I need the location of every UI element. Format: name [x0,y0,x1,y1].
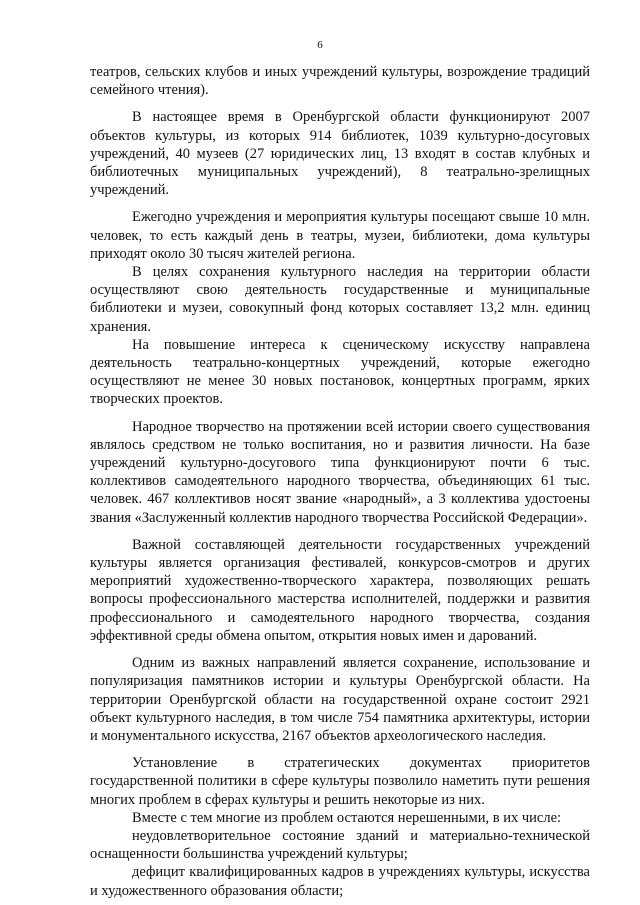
paragraph-visitors: Ежегодно учреждения и мероприятия культуры посещают свыше 10 млн. человек, то есть каждый день в театры, музеи, библиотеки, дома культуры приходят около 30 тысяч жителей региона. [90,209,590,262]
paragraph-theatre: На повышение интереса к сценическому искусству направлена деятельность театрально-концертных учреждений, которые ежегодно осуществляют не менее 30 новых постановок, концертных программ, ярких творческих проектов. [90,336,590,408]
document-body [90,63,590,900]
list-item-staff-shortage: дефицит квалифицированных кадров в учреждениях культуры, искусства и художественного образования области; [90,864,590,899]
paragraph-problems-intro: Вместе с тем многие из проблем остаются нерешенными, в их числе: [132,809,562,826]
paragraph-heritage: Одним из важных направлений является сохранение, использование и популяризация памятников истории и культуры Оренбургской области. На территории Оренбургской области на государственной охране состоит 2921 объект культурного наследия, в том числе 754 памятника архитектуры, истории и монументального искусства, 2167 объектов археологического наследия. [90,655,590,744]
paragraph-strategic-priorities: Установление в стратегических документах приоритетов государственной политики в сфере культуры позволило наметить пути решения многих проблем в сферах культуры и решить некоторые из них. [90,755,590,808]
page-number: 6 [317,39,323,51]
paragraph-folk-art: Народное творчество на протяжении всей истории своего существования являлось средством не только воспитания, но и развития личности. На базе учреждений культурно-досугового типа функционируют почти 6 тыс. коллективов самодеятельного народного творчества, объединяющих 61 тыс. человек. 467 коллективов носят звание «народный», а 3 коллектива удостоены звания «Заслуженный коллектив народного творчества Российской Федерации». [90,418,590,526]
paragraph-continuation: театров, сельских клубов и иных учреждений культуры, возрождение традиций семейного чтения). [90,64,590,99]
paragraph-festivals: Важной составляющей деятельности государственных учреждений культуры является организация фестивалей, конкурсов-смотров и других мероприятий художественно-творческого характера, позволяющих решать вопросы профессионального мастерства исполнителей, поддержки и развития профессионального и самодеятельного народного творчества, создания эффективной среды обмена опытом, открытия новых имен и дарований. [90,536,590,644]
list-item-buildings: неудовлетворительное состояние зданий и материально-технической оснащенности большинства учреждений культуры; [90,827,590,863]
paragraph-libraries-museums: В целях сохранения культурного наследия на территории области осуществляют свою деятельность государственные и муниципальные библиотеки и музеи, совокупный фонд которых составляет 13,2 млн. единиц хранения. [90,264,590,335]
paragraph-culture-objects: В настоящее время в Оренбургской области функционируют 2007 объектов культуры, из которых 914 библиотек, 1039 культурно-досуговых учреждений, 40 музеев (27 юридических лиц, 13 входят в состав клубных и библиотечных муниципальных учреждений), 8 театрально-зрелищных учреждений. [90,109,590,199]
